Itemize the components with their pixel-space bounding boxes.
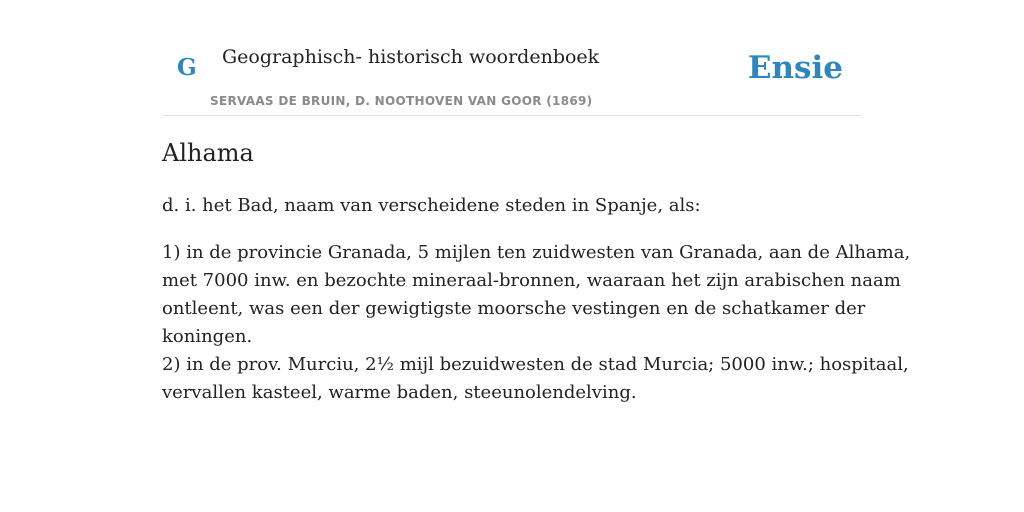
entry-line: ontleent, was een der gewigtigste moorsche vestingen en de schatkamer der <box>162 298 866 319</box>
ensie-logo-link[interactable]: Ensie <box>747 50 843 86</box>
entry-line: koningen. <box>162 326 253 347</box>
book-letter-logo[interactable]: G <box>177 54 197 81</box>
entry-line: 2) in de prov. Murciu, 2½ mijl bezuidwesten de stad Murcia; 5000 inw.; hospitaal, <box>162 354 909 375</box>
page <box>162 0 911 512</box>
entry-intro: d. i. het Bad, naam van verscheidene steden in Spanje, als: <box>162 195 701 216</box>
entry-line: vervallen kasteel, warme baden, steeunolendelving. <box>162 382 637 403</box>
entry-title: Alhama <box>162 139 254 167</box>
book-header <box>162 0 862 116</box>
entry-line: 1) in de provincie Granada, 5 mijlen ten zuidwesten van Granada, aan de Alhama, <box>162 242 911 263</box>
entry-line: met 7000 inw. en bezochte mineraal-bronnen, waaraan het zijn arabischen naam <box>162 270 901 291</box>
book-title-link[interactable]: Geographisch- historisch woordenboek <box>222 46 600 68</box>
entry-body <box>162 239 911 407</box>
book-authors: SERVAAS DE BRUIN, D. NOOTHOVEN VAN GOOR (1869) <box>210 94 593 108</box>
